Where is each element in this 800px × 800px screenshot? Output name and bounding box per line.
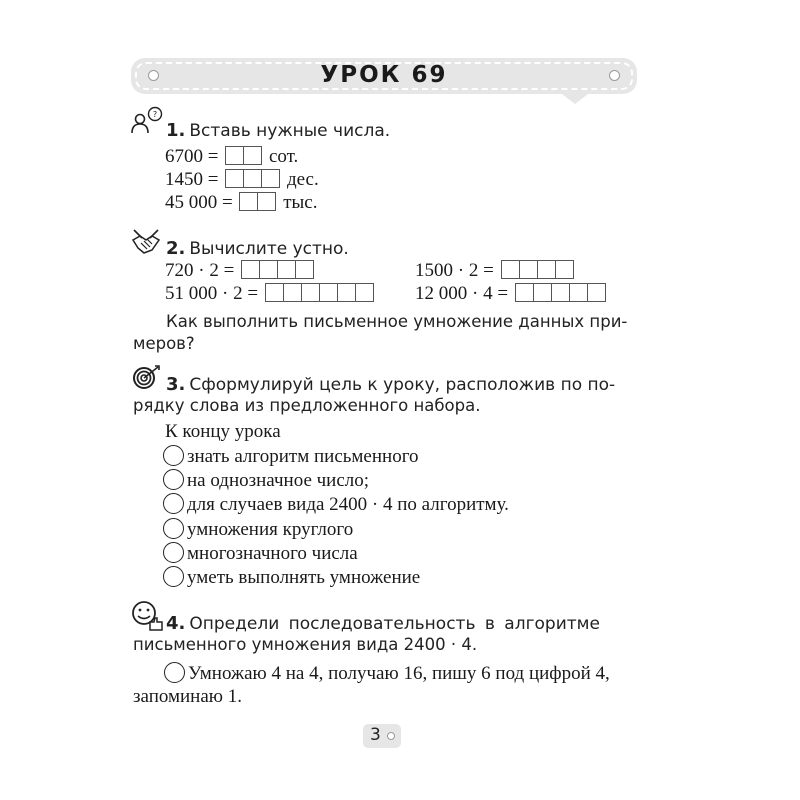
task-1-heading bbox=[166, 120, 390, 141]
task-3-option-5 bbox=[163, 542, 358, 565]
task-1-row-2 bbox=[165, 169, 319, 191]
row-expression: 12 000 · 4 = bbox=[415, 283, 509, 304]
order-circle[interactable] bbox=[163, 445, 184, 466]
task-1-title: Вставь нужные числа. bbox=[189, 121, 391, 141]
option-text: уметь выполнять умножение bbox=[187, 567, 421, 588]
task-4-step-line-2: запоминаю 1. bbox=[133, 686, 242, 707]
task-2-row-1 bbox=[165, 260, 316, 282]
order-circle[interactable] bbox=[163, 493, 184, 514]
answer-boxes[interactable] bbox=[241, 260, 314, 279]
lesson-banner bbox=[131, 58, 637, 94]
task-2-number: 2. bbox=[166, 238, 186, 259]
order-circle[interactable] bbox=[163, 469, 184, 490]
task-3-title-line-1: Сформулируй цель к уроку, расположив по по- bbox=[189, 375, 616, 395]
task-3-option-6 bbox=[163, 566, 420, 589]
answer-boxes[interactable] bbox=[265, 283, 374, 302]
task-4-heading bbox=[166, 613, 600, 634]
answer-boxes[interactable] bbox=[225, 146, 262, 165]
order-circle[interactable] bbox=[163, 542, 184, 563]
smiley-thumbs-up-icon bbox=[131, 600, 165, 632]
task-2-heading bbox=[166, 238, 349, 259]
row-expression: 1500 · 2 = bbox=[415, 260, 494, 281]
row-expression: 720 · 2 = bbox=[165, 260, 235, 281]
banner-tail bbox=[562, 94, 588, 104]
row-expression: 51 000 · 2 = bbox=[165, 283, 259, 304]
option-text: на однозначное число; bbox=[187, 470, 370, 491]
step-text: Умножаю 4 на 4, получаю 16, пишу 6 под цифрой 4, bbox=[188, 663, 610, 684]
answer-boxes[interactable] bbox=[225, 169, 280, 188]
option-text: знать алгоритм письменного bbox=[187, 446, 419, 467]
task-4-title-line-1: Определи последовательность в алгоритме bbox=[189, 614, 600, 634]
lesson-title: УРОК 69 bbox=[320, 62, 448, 88]
target-icon bbox=[132, 363, 162, 391]
answer-boxes[interactable] bbox=[515, 283, 606, 302]
task-2-question-line-1: Как выполнить письменное умножение данных при- bbox=[166, 312, 628, 331]
task-3-intro: К концу урока bbox=[165, 421, 281, 442]
handshake-icon bbox=[130, 226, 162, 256]
task-3-heading bbox=[166, 374, 615, 395]
order-circle[interactable] bbox=[164, 662, 185, 683]
task-4-step-line-1 bbox=[164, 662, 610, 685]
row-unit: тыс. bbox=[283, 192, 318, 213]
task-2-row-4 bbox=[415, 283, 608, 305]
row-unit: дес. bbox=[286, 169, 319, 190]
task-3-title-line-2: рядку слова из предложенного набора. bbox=[133, 396, 481, 415]
row-expression: 1450 = bbox=[165, 169, 219, 190]
order-circle[interactable] bbox=[163, 566, 184, 587]
task-1-row-1 bbox=[165, 146, 298, 168]
task-4-number: 4. bbox=[166, 613, 186, 634]
svg-text:?: ? bbox=[152, 110, 158, 119]
task-3-option-2 bbox=[163, 469, 369, 492]
task-1-number: 1. bbox=[166, 120, 186, 141]
row-expression: 45 000 = bbox=[165, 192, 233, 213]
task-1-row-3 bbox=[165, 192, 317, 214]
answer-boxes[interactable] bbox=[501, 260, 574, 279]
task-2-title: Вычислите устно. bbox=[189, 239, 349, 259]
page-number: 3 bbox=[370, 725, 381, 745]
task-2-row-2 bbox=[415, 260, 576, 282]
task-2-question-line-2: меров? bbox=[133, 334, 195, 353]
page-number-badge bbox=[363, 724, 401, 748]
order-circle[interactable] bbox=[163, 518, 184, 539]
task-3-option-3 bbox=[163, 493, 509, 516]
task-3-option-4 bbox=[163, 518, 353, 541]
task-3-number: 3. bbox=[166, 374, 186, 395]
task-3-option-1 bbox=[163, 445, 419, 468]
option-text: многозначного числа bbox=[187, 543, 358, 564]
person-question-icon bbox=[130, 106, 164, 134]
page-dot-icon bbox=[387, 732, 395, 740]
row-expression: 6700 = bbox=[165, 146, 219, 167]
row-unit: сот. bbox=[268, 146, 299, 167]
option-text: для случаев вида 2400 · 4 по алгоритму. bbox=[187, 494, 509, 515]
task-2-row-3 bbox=[165, 283, 376, 305]
task-4-title-line-2: письменного умножения вида 2400 · 4. bbox=[133, 635, 478, 654]
option-text: умножения круглого bbox=[187, 519, 354, 540]
answer-boxes[interactable] bbox=[239, 192, 276, 211]
